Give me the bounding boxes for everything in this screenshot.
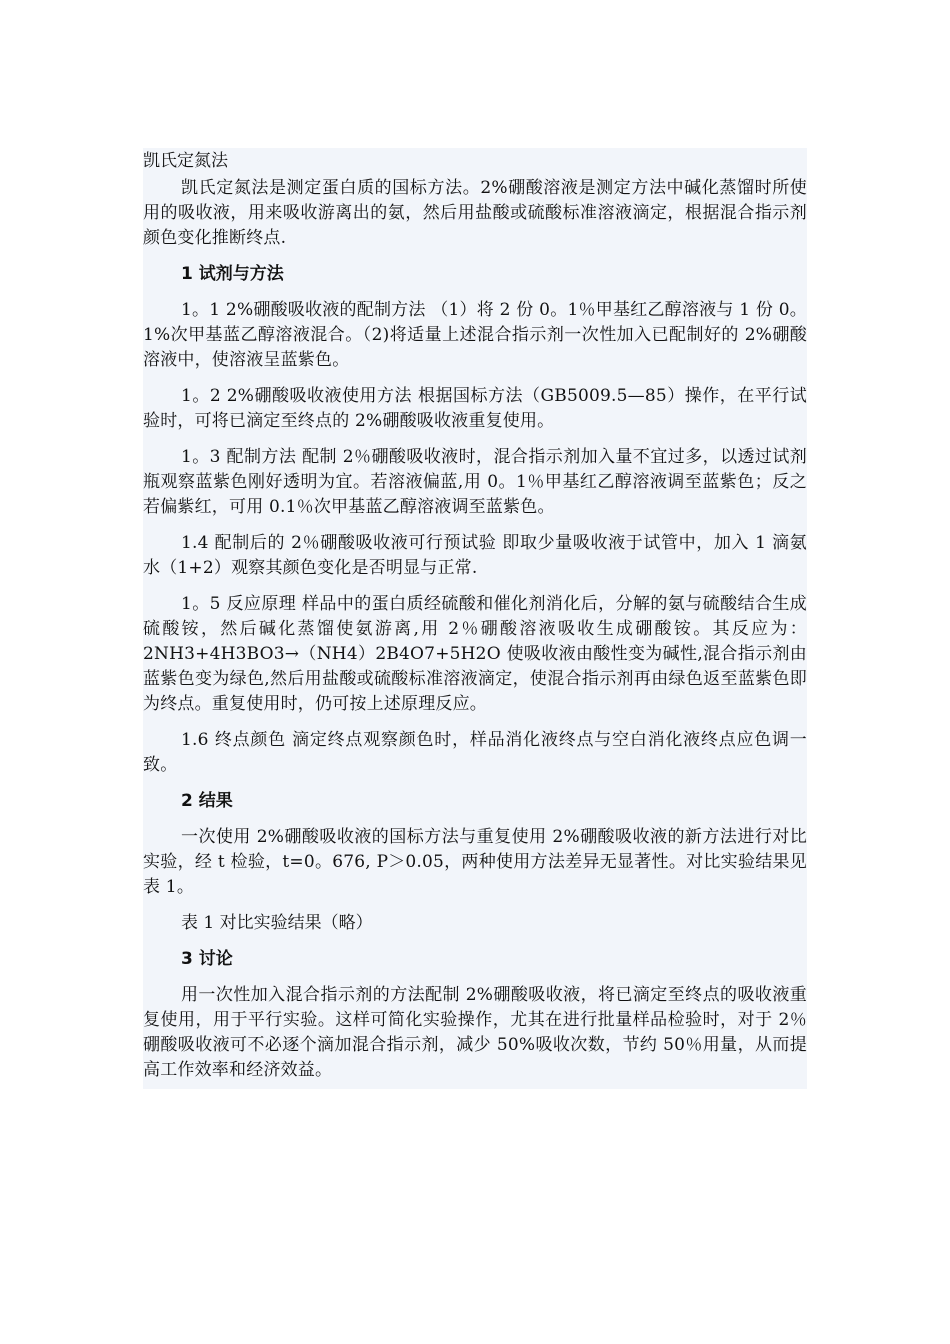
section-heading-3: 3 讨论	[181, 949, 233, 969]
section-heading-1: 1 试剂与方法	[181, 264, 284, 284]
paragraph-1-4: 1.4 配制后的 2％硼酸吸收液可行预试验 即取少量吸收液于试管中，加入 1 滴氨水（1+2）观察其颜色变化是否明显与正常.	[143, 533, 807, 578]
paragraph-3: 用一次性加入混合指示剂的方法配制 2%硼酸吸收液，将已滴定至终点的吸收液重复使用，用于平行实验。这样可简化实验操作，尤其在进行批量样品检验时，对于 2％硼酸吸收液可不必逐个滴加混合指示剂，减少 50%吸收次数，节约 50％用量，从而提高工作效率和经济效益。	[143, 985, 807, 1080]
paragraph-1-6: 1.6 终点颜色 滴定终点观察颜色时，样品消化液终点与空白消化液终点应色调一致。	[143, 730, 807, 775]
table-caption: 表 1 对比实验结果（略）	[181, 913, 373, 933]
paragraph-1-5: 1。5 反应原理 样品中的蛋白质经硫酸和催化剂消化后，分解的氨与硫酸结合生成硫酸铵，然后碱化蒸馏使氨游离,用 2％硼酸溶液吸收生成硼酸铵。其反应为：2NH3+4H3BO3→（NH4）2B4O7+5H2O 使吸收液由酸性变为碱性,混合指示剂由蓝紫色变为绿色,然后用盐酸或硫酸标准溶液滴定，使混合指示剂再由绿色返至蓝紫色即为终点。重复使用时，仍可按上述原理反应。	[143, 594, 807, 714]
document-body	[143, 148, 807, 1089]
paragraph-2: 一次使用 2%硼酸吸收液的国标方法与重复使用 2%硼酸吸收液的新方法进行对比实验，经 t 检验，t=0。676, P＞0.05，两种使用方法差异无显著性。对比实验结果见表 1。	[143, 827, 807, 897]
intro-paragraph: 凯氏定氮法是测定蛋白质的国标方法。2%硼酸溶液是测定方法中碱化蒸馏时所使用的吸收液，用来吸收游离出的氨，然后用盐酸或硫酸标准溶液滴定，根据混合指示剂颜色变化推断终点.	[143, 178, 807, 248]
paragraph-1-1: 1。1 2%硼酸吸收液的配制方法 （1）将 2 份 0。1％甲基红乙醇溶液与 1 份 0。1%次甲基蓝乙醇溶液混合。（2)将适量上述混合指示剂一次性加入已配制好的 2%硼酸溶液中，使溶液呈蓝紫色。	[143, 300, 807, 370]
section-heading-2: 2 结果	[181, 791, 233, 811]
paragraph-1-3: 1。3 配制方法 配制 2％硼酸吸收液时，混合指示剂加入量不宜过多，以透过试剂瓶观察蓝紫色刚好透明为宜。若溶液偏蓝,用 0。1％甲基红乙醇溶液调至蓝紫色；反之若偏紫红，可用 0.1％次甲基蓝乙醇溶液调至蓝紫色。	[143, 447, 807, 517]
document-title: 凯氏定氮法	[143, 151, 228, 171]
paragraph-1-2: 1。2 2%硼酸吸收液使用方法 根据国标方法（GB5009.5—85）操作，在平行试验时，可将已滴定至终点的 2%硼酸吸收液重复使用。	[143, 386, 807, 431]
